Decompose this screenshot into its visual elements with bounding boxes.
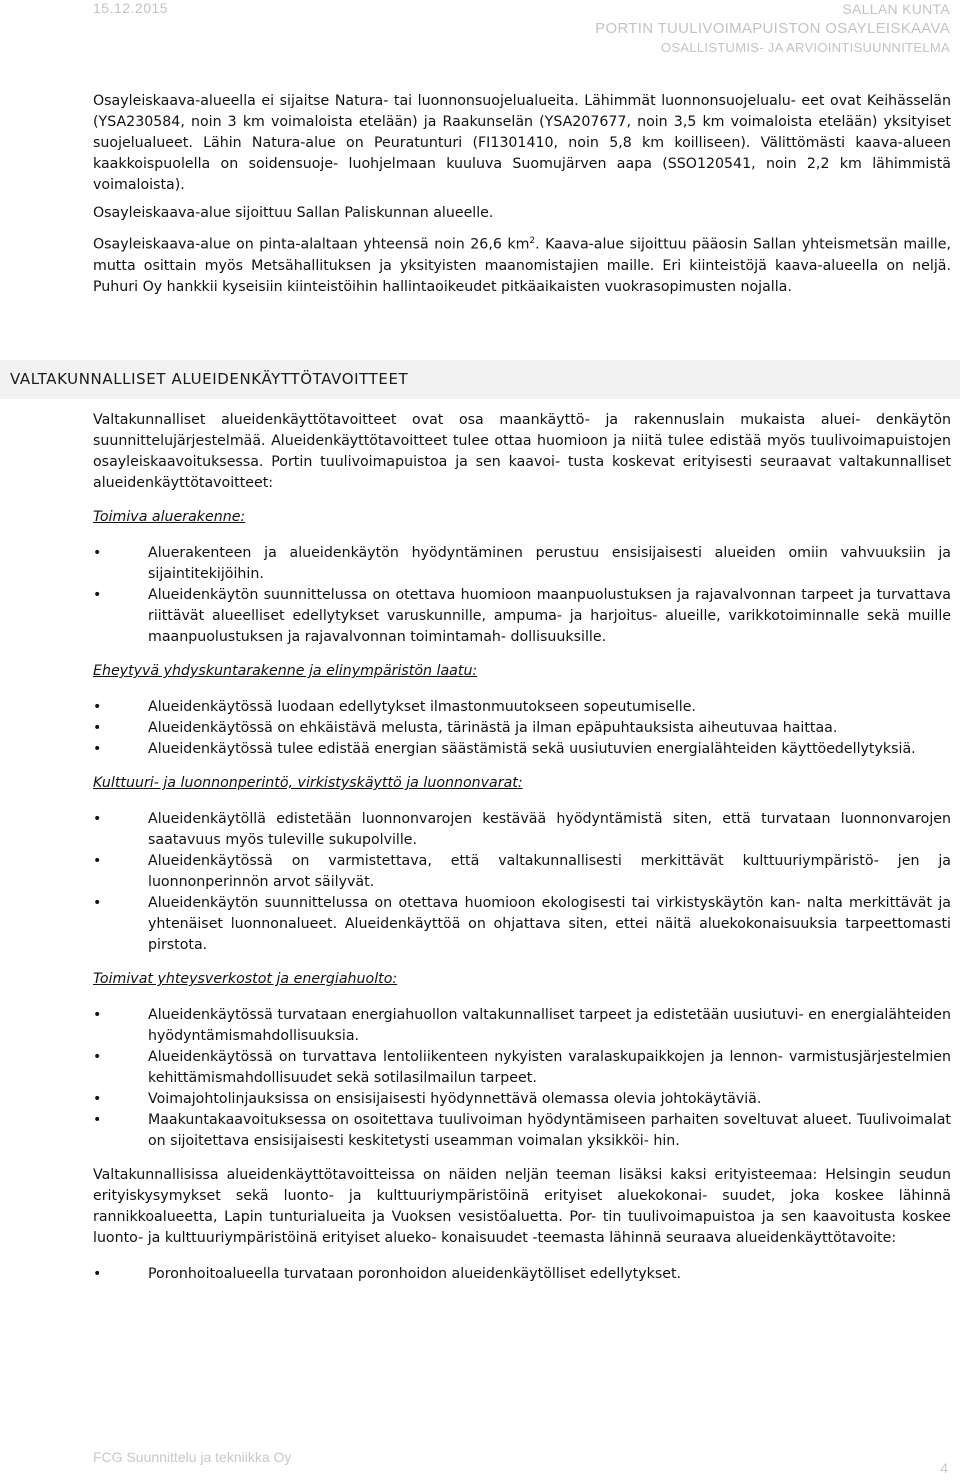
header-org: SALLAN KUNTA: [842, 1, 950, 17]
bullet-icon: •: [93, 1091, 102, 1107]
list-item: • Alueidenkäytön suunnittelussa on otettava huomioon maanpuolustuksen ja rajavalvonnan tarpeet ja turvattava riittävät alueelliset edellytykset varuskunnille, ampuma- ja harjoitus- alueille, varikkotoiminnalle sekä muille maanpuolustuksen ja rajavalvonnan toimintamah- dollisuuksille.: [93, 587, 951, 645]
bullet-icon: •: [93, 1266, 102, 1282]
area-unit-sup: 2: [529, 236, 536, 246]
header-date: 15.12.2015: [93, 0, 169, 16]
bullet-icon: •: [93, 699, 102, 715]
bullet-icon: •: [93, 1112, 102, 1128]
area-text: Osayleiskaava-alue on pinta-alaltaan yhteensä noin 26,6 km: [93, 236, 530, 253]
bullet-icon: •: [93, 545, 102, 561]
list-item: • Alueidenkäytössä turvataan energiahuollon valtakunnalliset tarpeet ja edistetään uusiutuvi- en energialähteiden hyödyntämismahdollisuuksia.: [93, 1007, 951, 1044]
closing-paragraph: Valtakunnallisissa alueidenkäyttötavoitteissa on näiden neljän teeman lisäksi kaksi erityisteemaa: Helsingin seudun erityiskysymykset sekä luonto- ja kulttuuriympäristöinä erityiset aluekokonai- suudet, joka koskee lähinnä rannikkoalueetta, Lapin tunturialueita ja Vuoksen vesistöaluetta. Por- tin tuulivoimapuistoa ja sen kaavoitusta koskee luonto- ja kulttuuriympäristöinä erityiset alueko- konaisuudet -teemasta lähinnä seuraava alueidenkäyttötavoite:: [93, 1167, 951, 1246]
list-item: • Poronhoitoalueella turvataan poronhoidon alueidenkäytölliset edellytykset.: [93, 1264, 951, 1285]
intro-paragraph-3: [93, 231, 951, 298]
list-item: • Alueidenkäytöllä edistetään luonnonvarojen kestävää hyödyntämistä siten, että turvataan luonnonvarojen saatavuus myös tuleville sukupolville.: [93, 811, 951, 848]
bullet-icon: •: [93, 587, 102, 603]
group-list-3: [93, 809, 951, 956]
header-project: PORTIN TUULIVOIMAPUISTON OSAYLEISKAAVA: [595, 20, 950, 37]
header-block: [595, 0, 950, 57]
list-item: • Alueidenkäytössä luodaan edellytykset ilmastonmuutokseen sopeutumiselle.: [93, 697, 951, 718]
group-list-2: [93, 697, 951, 760]
section-intro: Valtakunnalliset alueidenkäyttötavoitteet ovat osa maankäyttö- ja rakennuslain mukaista aluei- denkäytön suunnittelujärjestelmää. Alueidenkäyttötavoitteet tulee ottaa huomioon ja niitä tulee edistää myös tuulivoimapuistojen osayleiskaavoituksessa. Portin tuulivoimapuistoa ja sen kaavoi- tusta koskevat erityisesti seuraavat valtakunnalliset alueidenkäyttötavoitteet:: [93, 412, 951, 491]
intro-block: [93, 91, 951, 298]
list-item: • Alueidenkäytön suunnittelussa on otettava huomioon ekologisesti tai virkistyskäytön kan- nalta merkittävät ja yhtenäiset luonnonalueet. Alueidenkäyttöä on ohjattava siten, ettei näitä aluekokonaisuuksia tarpeettomasti pirstota.: [93, 895, 951, 953]
area-text-rest: . Kaava-alue sijoittuu pääosin Sallan yhteismetsän maille, mutta osittain myös Metsähallituksen ja yksityisten maanomistajien maille. Eri kiinteistöjä kaava-alueella on neljä. Puhuri Oy hankkii kyseisiin kiinteistöihin hallintaoikeudet pitkäaikaisten vuokrasopimusten nojalla.: [93, 236, 951, 295]
header-doc-type: OSALLISTUMIS- JA ARVIOINTISUUNNITELMA: [661, 40, 950, 55]
intro-paragraph-2: Osayleiskaava-alue sijoittuu Sallan Paliskunnan alueelle.: [93, 205, 494, 221]
list-item: • Alueidenkäytössä tulee edistää energian säästämistä sekä uusiutuvien energialähteiden käyttöedellytyksiä.: [93, 739, 951, 760]
list-item: • Alueidenkäytössä on turvattava lentoliikenteen nykyisten varalaskupaikkojen ja lennon- varmistusjärjestelmien kehittämismahdollisuudet sekä sotilasilmailun tarpeet.: [93, 1049, 951, 1086]
list-item: • Aluerakenteen ja alueidenkäytön hyödyntäminen perustuu ensisijaisesti alueiden omiin vahvuuksiin ja sijaintitekijöihin.: [93, 545, 951, 582]
group-heading-2: Eheytyvä yhdyskuntarakenne ja elinympäristön laatu:: [93, 663, 478, 679]
group-heading-3: Kulttuuri- ja luonnonperintö, virkistyskäyttö ja luonnonvarat:: [93, 775, 523, 791]
page-number: 4: [940, 1460, 948, 1476]
bullet-icon: •: [93, 1007, 102, 1023]
bullet-icon: •: [93, 1049, 102, 1065]
list-item: • Maakuntakaavoituksessa on osoitettava tuulivoiman hyödyntämiseen parhaiten soveltuvat alueet. Tuulivoimalat on sijoitettava ensisijaisesti keskitetysti useamman voimalan yksikköi- hin.: [93, 1112, 951, 1149]
closing-list: [93, 1264, 951, 1285]
section-body: [93, 410, 951, 1285]
group-list-4: [93, 1005, 951, 1152]
list-item: • Alueidenkäytössä on varmistettava, että valtakunnallisesti merkittävät kulttuuriympäristö- jen ja luonnonperinnön arvot säilyvät.: [93, 853, 951, 890]
group-heading-4: Toimivat yhteysverkostot ja energiahuolto:: [93, 971, 398, 987]
intro-paragraph-1: Osayleiskaava-alueella ei sijaitse Natura- tai luonnonsuojelualueita. Lähimmät luonnonsuojelualu- eet ovat Keihässelän (YSA230584, noin 3 km voimaloista etelään) ja Raakunselän (YSA207677, noin 3,5 km voimaloista etelään) yksityiset suojelualueet. Lähin Natura-alue on Peuratunturi (FI1301410, noin 5,8 km koilliseen). Välittömästi kaava-alueen kaakkoispuolella on soidensuoje- luohjelmaan kuuluva Suomujärven aapa (SSO120541, noin 2,2 km lähimmistä voimaloista).: [93, 93, 951, 193]
bullet-icon: •: [93, 853, 102, 869]
bullet-icon: •: [93, 741, 102, 757]
group-heading-1: Toimiva aluerakenne:: [93, 509, 246, 525]
list-item: • Alueidenkäytössä on ehkäistävä melusta, tärinästä ja ilman epäpuhtauksista aiheutuvaa haittaa.: [93, 718, 951, 739]
section-title: VALTAKUNNALLISET ALUEIDENKÄYTTÖTAVOITTEET: [10, 370, 409, 388]
group-list-1: [93, 543, 951, 648]
list-item: • Voimajohtolinjauksissa on ensisijaisesti hyödynnettävä olemassa olevia johtokäytäviä.: [93, 1089, 951, 1110]
footer-company: FCG Suunnittelu ja tekniikka Oy: [93, 1449, 292, 1465]
bullet-icon: •: [93, 720, 102, 736]
bullet-icon: •: [93, 811, 102, 827]
bullet-icon: •: [93, 895, 102, 911]
